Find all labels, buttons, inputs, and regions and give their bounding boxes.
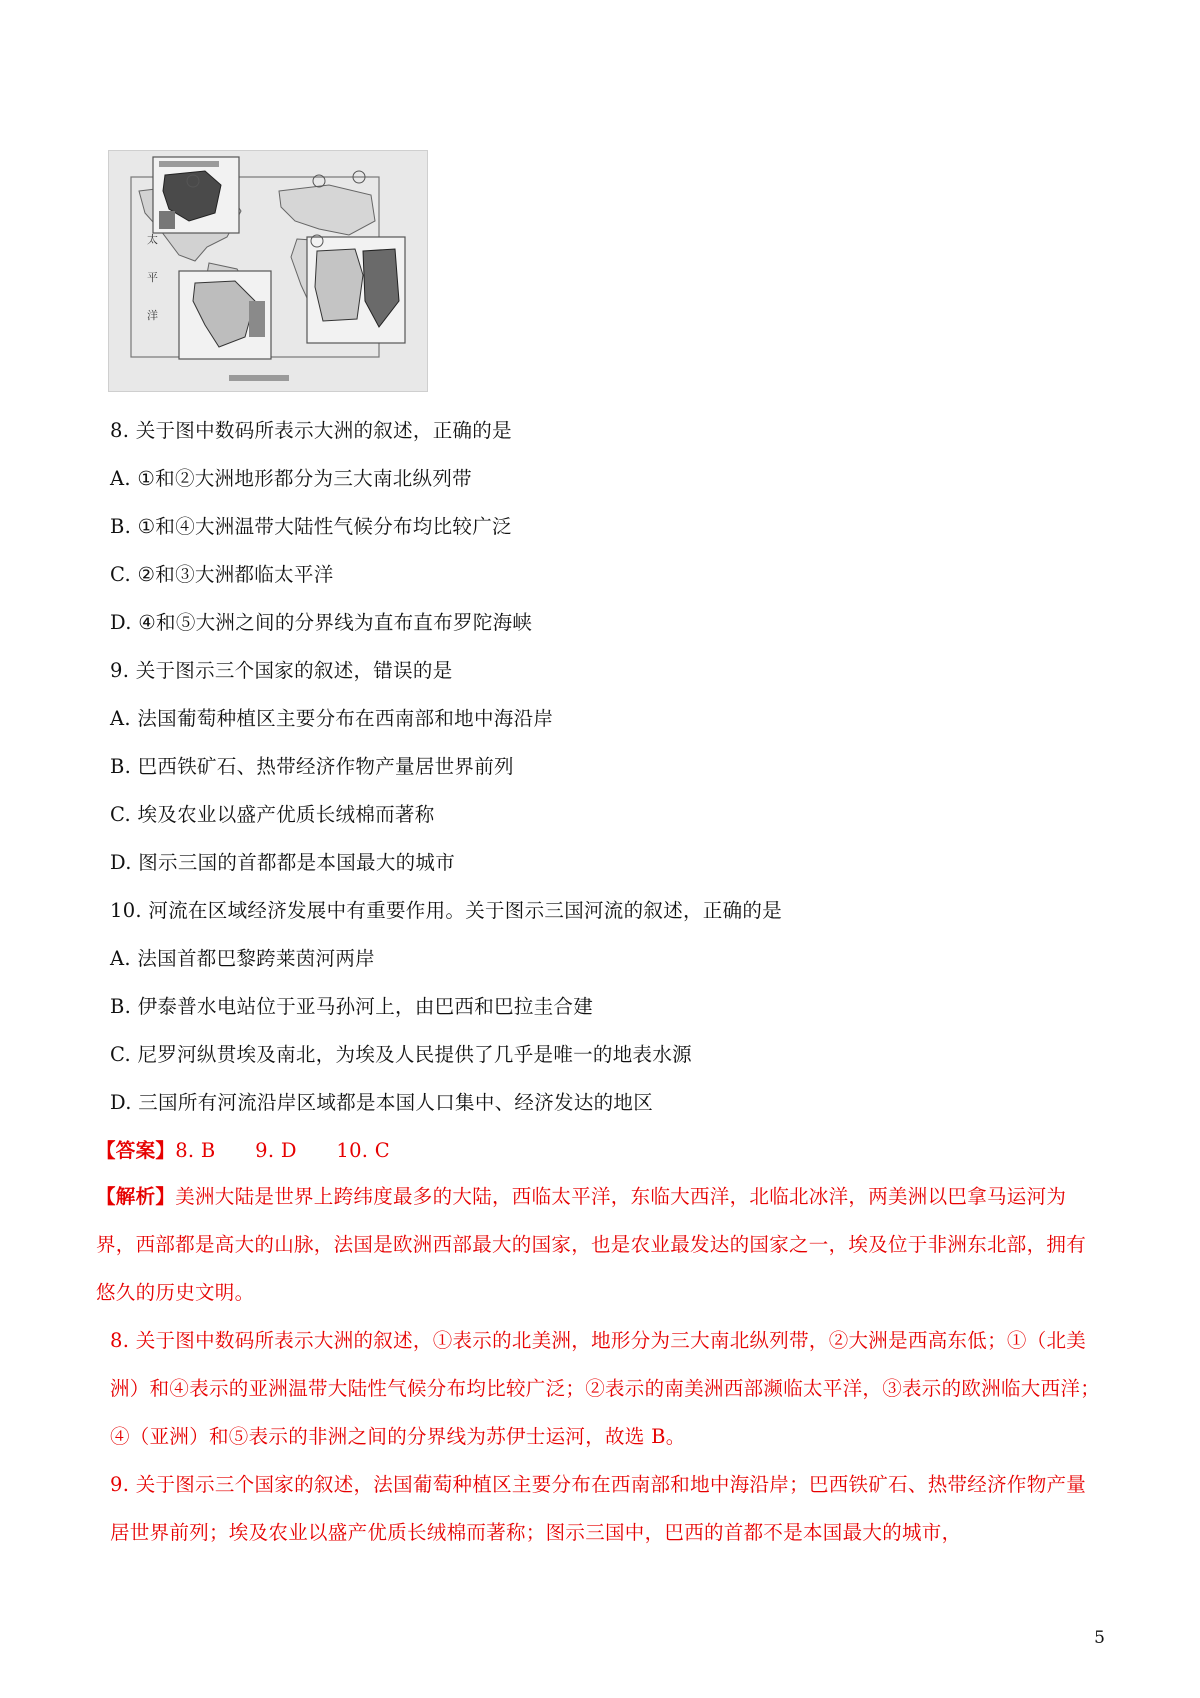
q9-stem: 9. 关于图示三个国家的叙述，错误的是 — [110, 659, 453, 682]
q10-option-a: A. 法国首都巴黎跨莱茵河两岸 — [110, 947, 375, 970]
q9-option-c: C. 埃及农业以盛产优质长绒棉而著称 — [110, 803, 435, 826]
q10-option-c: C. 尼罗河纵贯埃及南北，为埃及人民提供了几乎是唯一的地表水源 — [110, 1043, 692, 1066]
answer-text: 8. B 9. D 10. C — [175, 1139, 391, 1162]
q9-option-b: B. 巴西铁矿石、热带经济作物产量居世界前列 — [110, 755, 514, 778]
q8-option-b: B. ①和④大洲温带大陆性气候分布均比较广泛 — [110, 515, 512, 538]
answer-line — [96, 1138, 390, 1164]
page-number: 5 — [1094, 1628, 1105, 1648]
analysis-tag: 【解析】 — [96, 1185, 176, 1208]
q9-option-a: A. 法国葡萄种植区主要分布在西南部和地中海沿岸 — [110, 707, 554, 730]
svg-text:太: 太 — [147, 233, 158, 246]
q8-option-c: C. ②和③大洲都临太平洋 — [110, 563, 334, 586]
answer-tag: 【答案】 — [96, 1139, 176, 1162]
q8-stem: 8. 关于图中数码所表示大洲的叙述，正确的是 — [110, 419, 512, 442]
analysis-intro-text: 美洲大陆是世界上跨纬度最多的大陆，西临太平洋，东临大西洋，北临北冰洋，两美洲以巴拿马运河为界，西部都是高大的山脉，法国是欧洲西部最大的国家，也是农业最发达的国家之一，埃及位于非洲东北部，拥有悠久的历史文明。 — [96, 1185, 1087, 1304]
map-drawing — [109, 151, 427, 391]
svg-text:平: 平 — [147, 271, 158, 284]
q8-option-a: A. ①和②大洲地形都分为三大南北纵列带 — [110, 467, 472, 490]
analysis-q9: 9. 关于图示三个国家的叙述，法国葡萄种植区主要分布在西南部和地中海沿岸；巴西铁矿石、热带经济作物产量居世界前列；埃及农业以盛产优质长绒棉而著称；图示三国中，巴西的首都不是本国最大的城市， — [110, 1473, 1087, 1544]
q10-stem: 10. 河流在区域经济发展中有重要作用。关于图示三国河流的叙述，正确的是 — [110, 899, 783, 922]
analysis-intro — [96, 1173, 1100, 1317]
svg-text:洋: 洋 — [147, 309, 158, 322]
q10-option-b: B. 伊泰普水电站位于亚马孙河上，由巴西和巴拉圭合建 — [110, 995, 594, 1018]
q8-option-d: D. ④和⑤大洲之间的分界线为直布直布罗陀海峡 — [110, 611, 533, 634]
q10-option-d: D. 三国所有河流沿岸区域都是本国人口集中、经济发达的地区 — [110, 1091, 654, 1114]
q9-option-d: D. 图示三国的首都都是本国最大的城市 — [110, 851, 456, 874]
analysis-q8: 8. 关于图中数码所表示大洲的叙述，①表示的北美洲，地形分为三大南北纵列带，②大洲是西高东低；①（北美洲）和④表示的亚洲温带大陆性气候分布均比较广泛；②表示的南美洲西部濒临太平洋，③表示的欧洲临大西洋；④（亚洲）和⑤表示的非洲之间的分界线为苏伊士运河，故选 B。 — [110, 1329, 1101, 1448]
world-map-figure — [108, 150, 428, 392]
